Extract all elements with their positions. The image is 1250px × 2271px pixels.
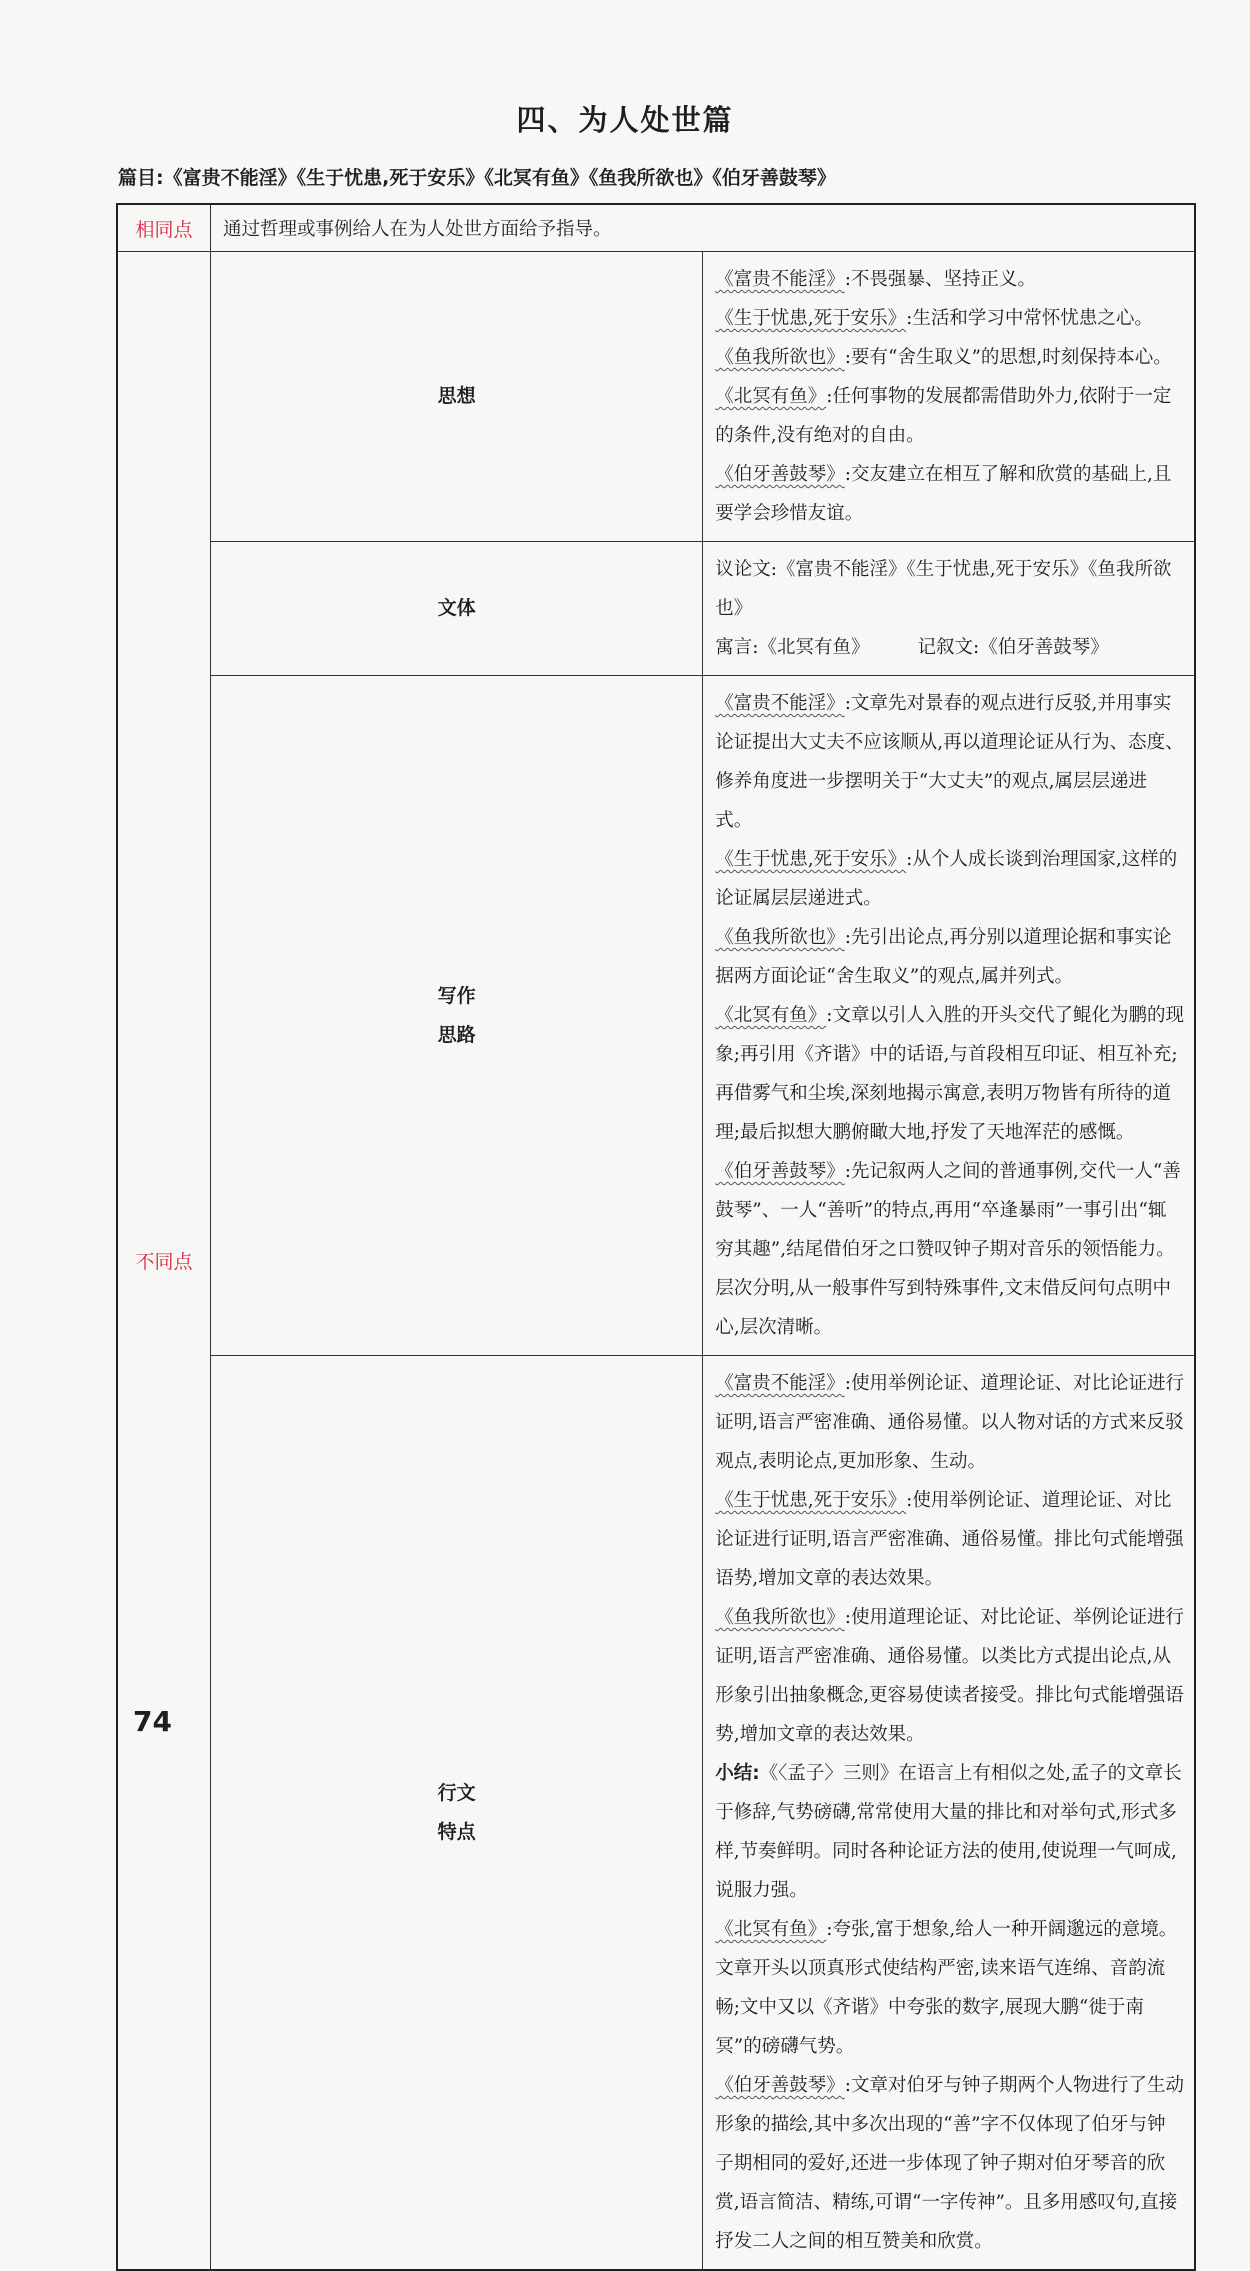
style-content	[703, 1356, 1195, 2271]
list-item: 《鱼我所欲也》:先引出论点,再分别以道理论据和事实论据两方面论证“舍生取义”的观点,属并列式。	[715, 927, 1172, 987]
list-item: 《生于忧患,死于安乐》:生活和学习中常怀忧患之心。	[715, 308, 1153, 329]
list-item: 《北冥有鱼》:夸张,富于想象,给人一种开阔邈远的意境。文章开头以顶真形式使结构严密,读来语气连绵、音韵流畅;文中又以《齐谐》中夸张的数字,展现大鹏“徙于南冥”的磅礴气势。	[715, 1919, 1178, 2057]
thought-content	[703, 252, 1195, 542]
summary: 小结:《〈孟子〉三则》在语言上有相似之处,孟子的文章长于修辞,气势磅礴,常常使用大量的排比和对举句式,形式多样,节奏鲜明。同时各种论证方法的使用,使说理一气呵成,说服力强。	[715, 1763, 1182, 1901]
style-label: 行文 特点	[211, 1356, 703, 2271]
list-item: 《北冥有鱼》:任何事物的发展都需借助外力,依附于一定的条件,没有绝对的自由。	[715, 386, 1172, 446]
style-row	[117, 1356, 1195, 2271]
article-list: 篇目:《富贵不能淫》《生于忧患,死于安乐》《北冥有鱼》《鱼我所欲也》《伯牙善鼓琴》	[118, 167, 836, 189]
writing-label: 写作 思路	[211, 676, 703, 1356]
list-item: 《鱼我所欲也》:使用道理论证、对比论证、举例论证进行证明,语言严密准确、通俗易懂。以类比方式提出论点,从形象引出抽象概念,更容易使读者接受。排比句式能增强语势,增加文章的表达效果。	[715, 1607, 1185, 1745]
writing-content	[703, 676, 1195, 1356]
thought-label: 思想	[211, 252, 703, 542]
thought-row	[117, 252, 1195, 542]
comparison-table	[116, 203, 1196, 2271]
list-item: 《鱼我所欲也》:要有“舍生取义”的思想,时刻保持本心。	[715, 347, 1172, 368]
list-item: 《富贵不能淫》:文章先对景春的观点进行反驳,并用事实论证提出大丈夫不应该顺从,再以道理论证从行为、态度、修养角度进一步摆明关于“大丈夫”的观点,属层层递进式。	[715, 693, 1184, 831]
genre-content	[703, 542, 1195, 676]
list-item: 《北冥有鱼》:文章以引人入胜的开头交代了鲲化为鹏的现象;再引用《齐谐》中的话语,与首段相互印证、相互补充;再借雾气和尘埃,深刻地揭示寓意,表明万物皆有所待的道理;最后拟想大鹏俯瞰大地,抒发了天地浑茫的感慨。	[715, 1005, 1185, 1143]
genre-label: 文体	[211, 542, 703, 676]
list-item: 《富贵不能淫》:不畏强暴、坚持正义。	[715, 269, 1036, 290]
writing-row	[117, 676, 1195, 1356]
list-item: 《生于忧患,死于安乐》:从个人成长谈到治理国家,这样的论证属层层递进式。	[715, 849, 1178, 909]
same-row	[117, 204, 1195, 252]
list-item: 《生于忧患,死于安乐》:使用举例论证、道理论证、对比论证进行证明,语言严密准确、通俗易懂。排比句式能增强语势,增加文章的表达效果。	[715, 1490, 1184, 1589]
genre-line2: 寓言:《北冥有鱼》 记叙文:《伯牙善鼓琴》	[715, 637, 1109, 658]
same-label: 相同点	[117, 204, 211, 252]
page-number: 74	[133, 1705, 172, 1738]
list-item: 《伯牙善鼓琴》:交友建立在相互了解和欣赏的基础上,且要学会珍惜友谊。	[715, 464, 1172, 524]
list-item: 《伯牙善鼓琴》:文章对伯牙与钟子期两个人物进行了生动形象的描绘,其中多次出现的“善”字不仅体现了伯牙与钟子期相同的爱好,还进一步体现了钟子期对伯牙琴音的欣赏,语言简洁、精练,可谓“一字传神”。且多用感叹句,直接抒发二人之间的相互赞美和欣赏。	[715, 2075, 1185, 2252]
list-item: 《富贵不能淫》:使用举例论证、道理论证、对比论证进行证明,语言严密准确、通俗易懂。以人物对话的方式来反驳观点,表明论点,更加形象、生动。	[715, 1373, 1185, 1472]
list-item: 《伯牙善鼓琴》:先记叙两人之间的普通事例,交代一人“善鼓琴”、一人“善听”的特点,再用“卒逢暴雨”一事引出“辄穷其趣”,结尾借伯牙之口赞叹钟子期对音乐的领悟能力。层次分明,从一般事件写到特殊事件,文末借反问句点明中心,层次清晰。	[715, 1161, 1181, 1338]
diff-label: 不同点	[117, 252, 211, 2271]
genre-line1: 议论文:《富贵不能淫》《生于忧患,死于安乐》《鱼我所欲也》	[715, 559, 1172, 619]
page-title: 四、为人处世篇	[516, 103, 734, 137]
genre-row	[117, 542, 1195, 676]
same-text: 通过哲理或事例给人在为人处世方面给予指导。	[211, 204, 1196, 252]
